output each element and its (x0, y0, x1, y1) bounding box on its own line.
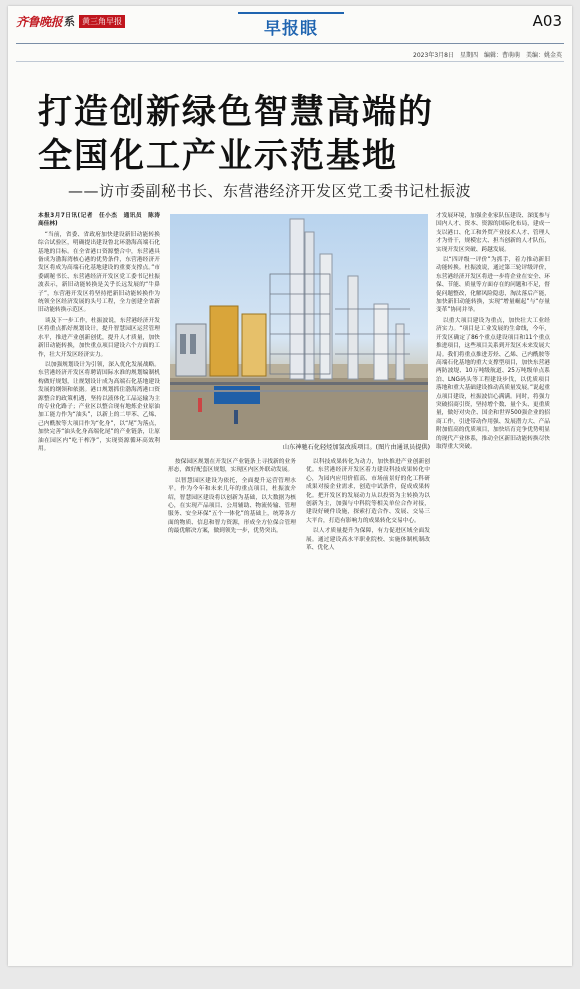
designer: 美编：姚金英 (525, 52, 562, 59)
date: 2023年3月8日 (413, 52, 454, 59)
masthead-logo: 齐鲁晚报 (16, 14, 63, 29)
newspaper-page (8, 6, 572, 966)
refinery-illustration (170, 214, 428, 440)
paragraph: 才发展环境，加强企业家队伍建设、深度参与国内人才、资本、资源的国际化布局，建成一支以港口、化工和外贸产业技术人才、管理人才为骨干，规模宏大、担当创新的人才队伍，实现开发区突破、跨越发展。 (436, 213, 550, 253)
headline-line-1: 打造创新绿色智慧高端的 (38, 92, 434, 132)
article-column-2 (168, 458, 296, 558)
paragraph: 以“四评级一评价”为抓手，着力推动新旧动能转换。杜振波说，通过第三轮评级评价，东营港经济开发区将进一步将企业在安全、环保、节能、质量等方面存在的问题和不足，督促问题整改，化解风险隐患，淘汰落后产能，加快新旧动能转换，实现“增量崛起”与“存量变革”协同并举。 (436, 257, 550, 314)
subheadline: ——访市委副秘书长、东营港经济开发区党工委书记杜振波 (68, 182, 472, 200)
dateline-rule (16, 61, 564, 62)
photo-caption: 山东神驰石化轻烃加氢改质项目。(图片由通讯员提供) (282, 444, 430, 451)
paragraph: 以科技成果转化为动力，加快推进产业创新创优。东营港经济开发区着力建设科技成果转化中心，为园内应用价值高、市场前景好的化工科研成果对接企业需求，创造中试条件，促成成果转化。把开发区的发展动力从以投资为主转换为以创新为主，加强与中科院等相关单位合作对接，建设好硬件设施，探索打造合作、发展、交易三大平台，打造有影响力的成果转化交易中心。 (306, 459, 430, 524)
headline (38, 90, 538, 178)
paragraph: 以人才质量提升为保障，有力促进区域全面发展。通过建设高水平职业院校、实施体制机制改革、优化人 (306, 528, 430, 552)
article-column-4 (436, 212, 550, 552)
section-title: 早报眼 (264, 19, 318, 39)
paragraph: 按保园区规划在开发区产业链条上寻找新的业务形态，做好配套区规划，实现区内区外联动发展。 (168, 459, 296, 474)
masthead-series: 系 (64, 15, 76, 28)
masthead-subtitle: 黄三角早报 (79, 15, 125, 28)
header-rule (16, 43, 564, 44)
headline-line-2: 全国化工产业示范基地 (38, 136, 398, 176)
editor: 编辑：曹萌萌 (483, 52, 520, 59)
article-column-3 (306, 458, 430, 558)
masthead (16, 12, 125, 30)
article-column-1 (38, 212, 166, 612)
dateline (413, 50, 562, 59)
paragraph: 谈及下一步工作，杜振波说，东营港经济开发区将重点抓好规划设计，提升智慧园区运营管理水平，推进产业创新创优，提升人才质量，加快新旧动能转换，加快重点项目建设六个方面的工作，壮大开发区经济实力。 (38, 317, 160, 358)
paragraph: 以重大项目建设为重点，加快壮大工业经济实力。“项目是工业发展的生命线，今年，开发区确定了86个重点建设项目和11个重点推进项目，这些项目关系到开发区未来发展大局。我们将重点推进芳烃、乙烯、己内酰胺等高端石化基地的重大支撑型项目，加快东营港两防波堤、10万吨级航道、25万吨级单点系泊、LNG码头等工程建设步伐，以优质项目落地和重大基础建设推动高质量发展。”说起重点项目建设，杜振波信心满满。同时，将强力突破招商引资，坚持增个数、量个头、更重质量，做好对央企、国企和世界500强企业的招商工作，引进带动作用强、发展潜力大、产品附加值高的优质项目，加快培育竞争优势明显的现代产业体系，推动全区新旧动能转换尽快取得重大突破。 (436, 317, 550, 450)
article-photo (170, 214, 428, 440)
page-number: A03 (532, 12, 562, 30)
weekday: 星期四 (459, 52, 478, 59)
paragraph: “当前，省委、省政府加快建设新旧动能转换综合试验区，明确提出建设鲁北环渤海高端石化基地的目标。在全省港口资源整合中，东营港具备成为渤海湾核心港的优势条件，东营港经济开发区将成为高端石化基地建设的重要支撑点。”市委副秘书长、东营港经济开发区党工委书记杜振波表示，新旧动能转换是关乎长远发展的“牛鼻子”，东营港开发区将坚持把新旧动能转换作为统领全区经济发展的头号工程，全力创建全省新旧动能转换示范区。 (38, 231, 160, 314)
paragraph: 以智慧园区建设为依托，全面提升运营管理水平。作为今年和未来几年的重点项目，杜振波介绍，智慧园区建设将以创新为基础，以大数据为核心，在实现产品项目、公用辅助、物流传输、管理服务、安全环保“五个一体化”的基础上，统筹各方面的物质、信息和智力资源，形成全方位保合管理的最优解决方案，做到领先一步，优势突出。 (168, 477, 296, 535)
paragraph: 以加强规划设计为引领，深入优化发展战略。东营港经济开发区将聘请国际水准的规划编制机构做好规划，让规划设计成为高端石化基地建设发展的纲领和依据。港口规划抓住渤海湾港口资源整合的政策机遇，坚持以液体化工品运输为主的专业化路子；产业区以整合现有地炼企业原油加工能力作为“油头”，以新上的二甲苯、乙烯、己内酰胺等大项目作为“化身”，以“尾”为落点，加快完善“油头化身高端化尾”的产业链条，让原油在园区内“吃干榨净”，实现资源循环高效利用。 (38, 361, 160, 452)
byline: 本报3月7日讯(记者 任小杰 通讯员 陈涛 高佳林) (38, 213, 166, 228)
